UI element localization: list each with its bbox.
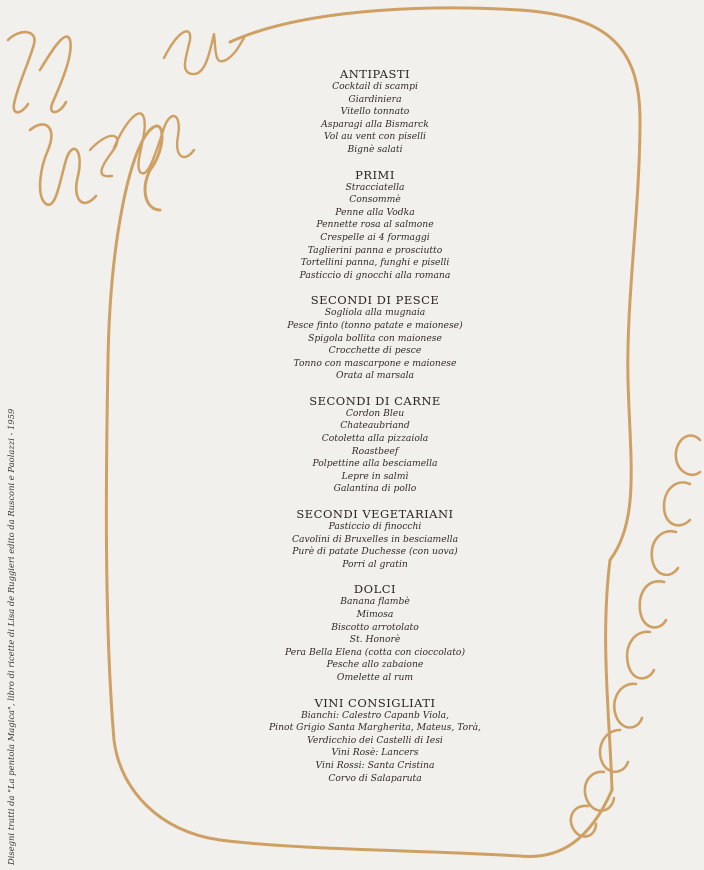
- menu-item: Purè di patate Duchesse (con uova): [292, 546, 458, 558]
- section-title: VINI CONSIGLIATI: [314, 695, 436, 710]
- menu-item: Bignè salati: [347, 143, 403, 155]
- menu-item: Lepre in salmì: [341, 470, 409, 482]
- menu-letter-e: [90, 136, 117, 176]
- menu-item: Vol au vent con piselli: [324, 131, 426, 143]
- menu-item: Pesce finto (tonno patate e maionese): [287, 319, 463, 331]
- menu-item: Tortellini panna, funghi e piselli: [300, 257, 450, 269]
- il-letter-l: [40, 37, 71, 112]
- menu-item: Verdicchio dei Castelli di Iesi: [307, 734, 443, 746]
- menu-item: Pasticcio di finocchi: [328, 521, 422, 533]
- section-secondi-vegetariani: [225, 508, 525, 571]
- menu-item: Consommè: [349, 194, 401, 206]
- menu-item: Asparagi alla Bismarck: [321, 118, 429, 130]
- menu-item: Polpettine alla besciamella: [312, 458, 438, 470]
- menu-item: St. Honorè: [349, 634, 401, 646]
- il-letter-i: [8, 32, 35, 112]
- menu-item: Corvo di Salaparuta: [328, 772, 422, 784]
- menu-item: Banana flambè: [340, 596, 410, 608]
- section-antipasti: [225, 68, 525, 157]
- menu-item: Stracciatella: [345, 181, 405, 193]
- section-title: ANTIPASTI: [339, 67, 411, 81]
- menu-item: Spigola bollita con maionese: [308, 332, 442, 344]
- menu-item: Pesche allo zabaione: [326, 659, 424, 671]
- menu-item: Mimosa: [356, 609, 394, 620]
- menu-item: Chateaubriand: [340, 420, 410, 432]
- menu-item: Crocchette di pesce: [328, 345, 422, 357]
- menu-item: Penne alla Vodka: [335, 206, 415, 218]
- section-primi: [225, 169, 525, 283]
- menu-item: Tonno con mascarpone e maionese: [293, 357, 457, 369]
- menu-list: [225, 68, 525, 797]
- section-secondi-di-pesce: [225, 294, 525, 383]
- menu-item: Taglierini panna e prosciutto: [307, 244, 443, 256]
- loop-tail-flourish: [571, 436, 700, 837]
- menu-item: Pennette rosa al salmone: [316, 219, 434, 231]
- menu-letter-m: [30, 124, 96, 204]
- section-title: PRIMI: [355, 167, 395, 182]
- menu-item: Orata al marsala: [335, 370, 415, 382]
- illustration-credit: Disegni tratti da "La pentola Magica", libro di ricette di Lisa de Ruggieri edito da Rusconi e Paolazzi - 1959: [6, 408, 16, 865]
- menu-item: Cordon Bleu: [345, 407, 405, 419]
- section-title: SECONDI DI CARNE: [309, 393, 441, 408]
- section-title: DOLCI: [353, 582, 397, 597]
- menu-item: Vitello tonnato: [340, 106, 410, 118]
- menu-item: Galantina di pollo: [333, 483, 417, 495]
- menu-item: Crespelle ai 4 formaggi: [320, 231, 430, 243]
- menu-item: Bianchi: Calestro Capanb Viola,: [300, 709, 450, 721]
- menu-item: Roastbeef: [351, 445, 399, 457]
- section-title: SECONDI VEGETARIANI: [296, 507, 454, 522]
- menu-item: Porri al gratin: [342, 558, 408, 570]
- menu-item: Omelette al rum: [336, 671, 414, 683]
- menu-item: Vini Rossi: Santa Cristina: [315, 759, 435, 771]
- menu-item: Pera Bella Elena (cotta con cioccolato): [284, 646, 466, 658]
- menu-item: Pasticcio di gnocchi alla romana: [299, 269, 451, 281]
- menu-item: Cotoletta alla pizzaiola: [321, 433, 429, 445]
- section-title: SECONDI DI PESCE: [310, 293, 440, 308]
- section-dolci: [225, 583, 525, 684]
- menu-item: Giardiniera: [348, 93, 402, 105]
- menu-item: Sogliola alla mugnaia: [324, 307, 426, 319]
- section-vini-consigliati: [225, 697, 525, 786]
- menu-item: Pinot Grigio Santa Margherita, Mateus, Torà,: [269, 722, 481, 734]
- menu-item: Biscotto arrotolato: [331, 621, 419, 633]
- menu-item: Vini Rosè: Lancers: [331, 747, 419, 759]
- menu-item: Cocktail di scampi: [332, 81, 418, 92]
- section-secondi-di-carne: [225, 395, 525, 496]
- menu-item: Cavolini di Bruxelles in besciamella: [291, 533, 459, 545]
